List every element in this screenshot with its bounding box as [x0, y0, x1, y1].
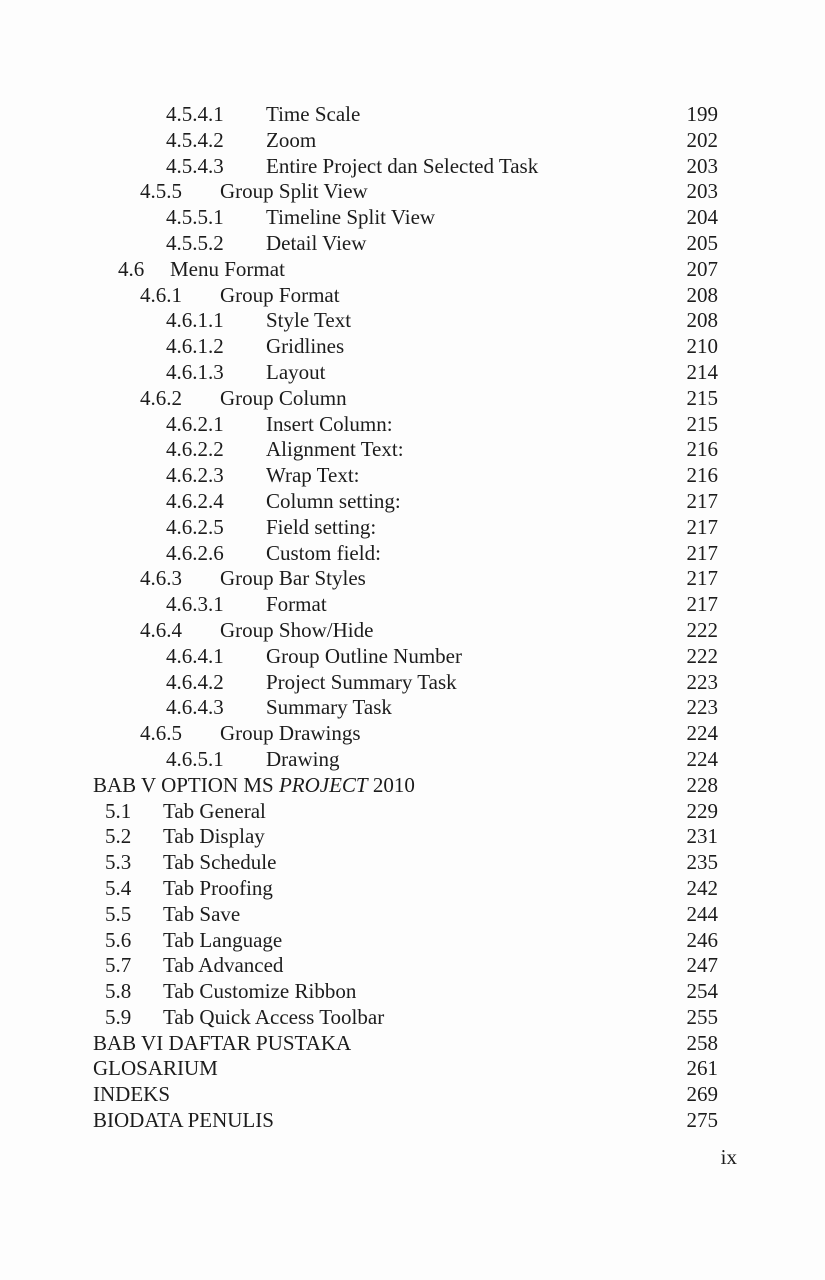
toc-entry-number: 5.6: [105, 927, 132, 952]
toc-entry-page: 217: [686, 592, 718, 617]
toc-entry-title: BAB VI DAFTAR PUSTAKA: [93, 1030, 352, 1055]
toc-entry: [0, 747, 825, 773]
toc-entry-page: 247: [686, 953, 718, 978]
toc-entry-page: 217: [686, 488, 718, 513]
toc-entry-number: 4.6.4.1: [166, 643, 224, 668]
toc-entry-title: GLOSARIUM: [93, 1056, 218, 1081]
toc-entry: [0, 721, 825, 747]
toc-entry-title: Group Outline Number: [266, 643, 462, 668]
toc-entry-number: 4.5.4.3: [166, 153, 224, 178]
toc-entry-number: 4.6.1: [140, 282, 182, 307]
toc-entry-title: Project Summary Task: [266, 669, 457, 694]
toc-entry: [0, 463, 825, 489]
toc-entry-page: 223: [686, 669, 718, 694]
toc-entry-number: 4.6.2.2: [166, 437, 224, 462]
toc-entry-title: Tab Quick Access Toolbar: [163, 1004, 385, 1029]
toc-entry-page: 214: [686, 359, 718, 384]
toc-entry-page: 231: [686, 824, 718, 849]
toc-entry-page: 255: [686, 1004, 718, 1029]
toc-entry-title: Group Show/Hide: [220, 617, 374, 642]
toc-entry: [0, 979, 825, 1005]
toc-entry-number: 4.6.4: [140, 617, 182, 642]
toc-entry-number: 4.5.5.2: [166, 230, 224, 255]
toc-entry-page: 222: [686, 617, 718, 642]
toc-entry-page: 199: [686, 102, 718, 126]
toc-entry: [0, 360, 825, 386]
toc-entry-title: Time Scale: [266, 102, 361, 126]
toc-entry-page: 216: [686, 463, 718, 488]
toc-entry-number: 4.6.4.3: [166, 695, 224, 720]
toc-entry-title: Tab Proofing: [163, 875, 273, 900]
toc-entry-number: 4.6.2.5: [166, 514, 224, 539]
toc-entry: [0, 283, 825, 309]
toc-entry-page: 207: [686, 256, 718, 281]
toc-entry-title: INDEKS: [93, 1082, 170, 1107]
toc-entry-number: 5.8: [105, 979, 132, 1004]
toc-entry: [0, 695, 825, 721]
toc-entry-title: Tab Language: [163, 927, 283, 952]
toc-entry: [0, 179, 825, 205]
toc-entry-page: 208: [686, 308, 718, 333]
toc-entry-number: 4.6: [118, 256, 145, 281]
toc-entry-page: 224: [686, 721, 718, 746]
toc-entry-page: 246: [686, 927, 718, 952]
toc-entry: [0, 644, 825, 670]
toc-entry-page: 217: [686, 566, 718, 591]
toc-entry-title: Entire Project dan Selected Task: [266, 153, 539, 178]
toc-entry-number: 5.9: [105, 1004, 132, 1029]
toc-entry-number: 4.6.4.2: [166, 669, 224, 694]
toc-entry-title: Timeline Split View: [266, 205, 436, 230]
toc-entry: [0, 334, 825, 360]
toc-entry-page: 254: [686, 979, 718, 1004]
toc-entry-title: BIODATA PENULIS: [93, 1108, 274, 1133]
toc-entry: [0, 128, 825, 154]
toc-entry: [0, 412, 825, 438]
toc-entry-number: 4.6.3: [140, 566, 182, 591]
toc-entry: [0, 670, 825, 696]
toc-entry-page: 204: [686, 205, 718, 230]
toc-entry-title: Drawing: [266, 746, 340, 771]
table-of-contents: [0, 102, 825, 1134]
toc-entry-title: Detail View: [266, 230, 367, 255]
toc-entry: [0, 773, 825, 799]
toc-entry-title-part: PROJECT: [278, 772, 368, 797]
toc-entry: [0, 566, 825, 592]
toc-entry-page: 215: [686, 411, 718, 436]
toc-entry-title: Tab Display: [163, 824, 265, 849]
toc-entry: [0, 1031, 825, 1057]
toc-entry-page: 269: [686, 1082, 718, 1107]
toc-entry: [0, 308, 825, 334]
toc-entry-number: 4.6.1.3: [166, 359, 224, 384]
toc-entry-number: 5.7: [105, 953, 132, 978]
toc-entry-title: Layout: [266, 359, 326, 384]
toc-entry-page: 228: [686, 772, 718, 797]
toc-entry-title: Format: [266, 592, 327, 617]
toc-entry: [0, 592, 825, 618]
toc-entry-title: Style Text: [266, 308, 352, 333]
toc-entry-page: 210: [686, 334, 718, 359]
toc-entry-title: Tab Save: [163, 901, 241, 926]
toc-entry-page: 229: [686, 798, 718, 823]
toc-entry-page: 242: [686, 875, 718, 900]
toc-entry: [0, 205, 825, 231]
toc-entry: [0, 437, 825, 463]
toc-entry-title: Column setting:: [266, 488, 401, 513]
toc-entry-page: 208: [686, 282, 718, 307]
toc-entry-page: 244: [686, 901, 718, 926]
toc-entry: [0, 618, 825, 644]
toc-entry-title: Custom field:: [266, 540, 381, 565]
toc-entry-title: Group Drawings: [220, 721, 361, 746]
toc-entry-title: Tab Customize Ribbon: [163, 979, 357, 1004]
toc-entry-number: 4.6.3.1: [166, 592, 224, 617]
toc-entry-number: 4.6.1.1: [166, 308, 224, 333]
toc-entry-number: 5.3: [105, 850, 132, 875]
toc-entry-number: 4.5.5.1: [166, 205, 224, 230]
toc-entry-number: 4.6.5.1: [166, 746, 224, 771]
toc-entry-number: 5.1: [105, 798, 132, 823]
toc-entry-title: Summary Task: [266, 695, 392, 720]
toc-entry: [0, 799, 825, 825]
toc-entry-number: 4.6.2.6: [166, 540, 224, 565]
toc-entry-page: 215: [686, 385, 718, 410]
toc-entry-title-part: BAB V OPTION MS: [93, 772, 279, 797]
toc-entry: [0, 1108, 825, 1134]
toc-entry: [0, 1056, 825, 1082]
toc-entry: [0, 489, 825, 515]
toc-entry: [0, 541, 825, 567]
toc-entry: [0, 876, 825, 902]
toc-entry-page: 205: [686, 230, 718, 255]
toc-entry: [0, 102, 825, 128]
toc-entry-page: 216: [686, 437, 718, 462]
toc-entry-title: Tab General: [163, 798, 266, 823]
toc-entry: [0, 257, 825, 283]
toc-entry-title-part: 2010: [367, 772, 415, 797]
toc-entry-title: Field setting:: [266, 514, 377, 539]
toc-entry-number: 4.6.2.4: [166, 488, 224, 513]
toc-entry: [0, 154, 825, 180]
toc-entry-title: Tab Advanced: [163, 953, 284, 978]
toc-entry-number: 5.5: [105, 901, 132, 926]
toc-entry-number: 4.6.2.1: [166, 411, 224, 436]
toc-entry: [0, 386, 825, 412]
toc-entry: [0, 231, 825, 257]
toc-entry-title: Group Column: [220, 385, 347, 410]
toc-entry-number: 4.5.5: [140, 179, 182, 204]
toc-entry-page: 224: [686, 746, 718, 771]
toc-entry-number: 4.5.4.1: [166, 102, 224, 126]
toc-entry-title: Menu Format: [170, 256, 285, 281]
toc-entry-title: Group Bar Styles: [220, 566, 366, 591]
toc-entry: [0, 902, 825, 928]
toc-entry-number: 5.4: [105, 875, 132, 900]
toc-entry: [0, 928, 825, 954]
toc-entry-page: 203: [686, 153, 718, 178]
toc-entry: [0, 1005, 825, 1031]
toc-entry-title: Group Split View: [220, 179, 368, 204]
toc-entry-page: 202: [686, 127, 718, 152]
toc-entry-page: 217: [686, 540, 718, 565]
toc-entry-page: 275: [686, 1108, 718, 1133]
toc-entry-number: 4.6.5: [140, 721, 182, 746]
toc-entry-title: Tab Schedule: [163, 850, 277, 875]
toc-entry-page: 203: [686, 179, 718, 204]
toc-entry-number: 5.2: [105, 824, 132, 849]
toc-entry: [0, 1082, 825, 1108]
toc-entry-page: 222: [686, 643, 718, 668]
toc-entry-page: 223: [686, 695, 718, 720]
page-number: ix: [720, 1145, 737, 1169]
toc-entry-title: Alignment Text:: [266, 437, 404, 462]
toc-entry: [0, 850, 825, 876]
toc-entry-page: 258: [686, 1030, 718, 1055]
toc-entry-title: Gridlines: [266, 334, 345, 359]
toc-entry-title: Insert Column:: [266, 411, 393, 436]
toc-entry-number: 4.6.2.3: [166, 463, 224, 488]
toc-entry: [0, 953, 825, 979]
toc-entry-number: 4.5.4.2: [166, 127, 224, 152]
toc-entry: [0, 824, 825, 850]
toc-entry-number: 4.6.2: [140, 385, 182, 410]
toc-entry-title: Group Format: [220, 282, 340, 307]
toc-entry-number: 4.6.1.2: [166, 334, 224, 359]
toc-entry-page: 217: [686, 514, 718, 539]
toc-entry-title: [93, 773, 415, 799]
toc-entry-title: Wrap Text:: [266, 463, 360, 488]
toc-entry: [0, 515, 825, 541]
toc-entry-page: 235: [686, 850, 718, 875]
toc-entry-title: Zoom: [266, 127, 317, 152]
toc-entry-page: 261: [686, 1056, 718, 1081]
